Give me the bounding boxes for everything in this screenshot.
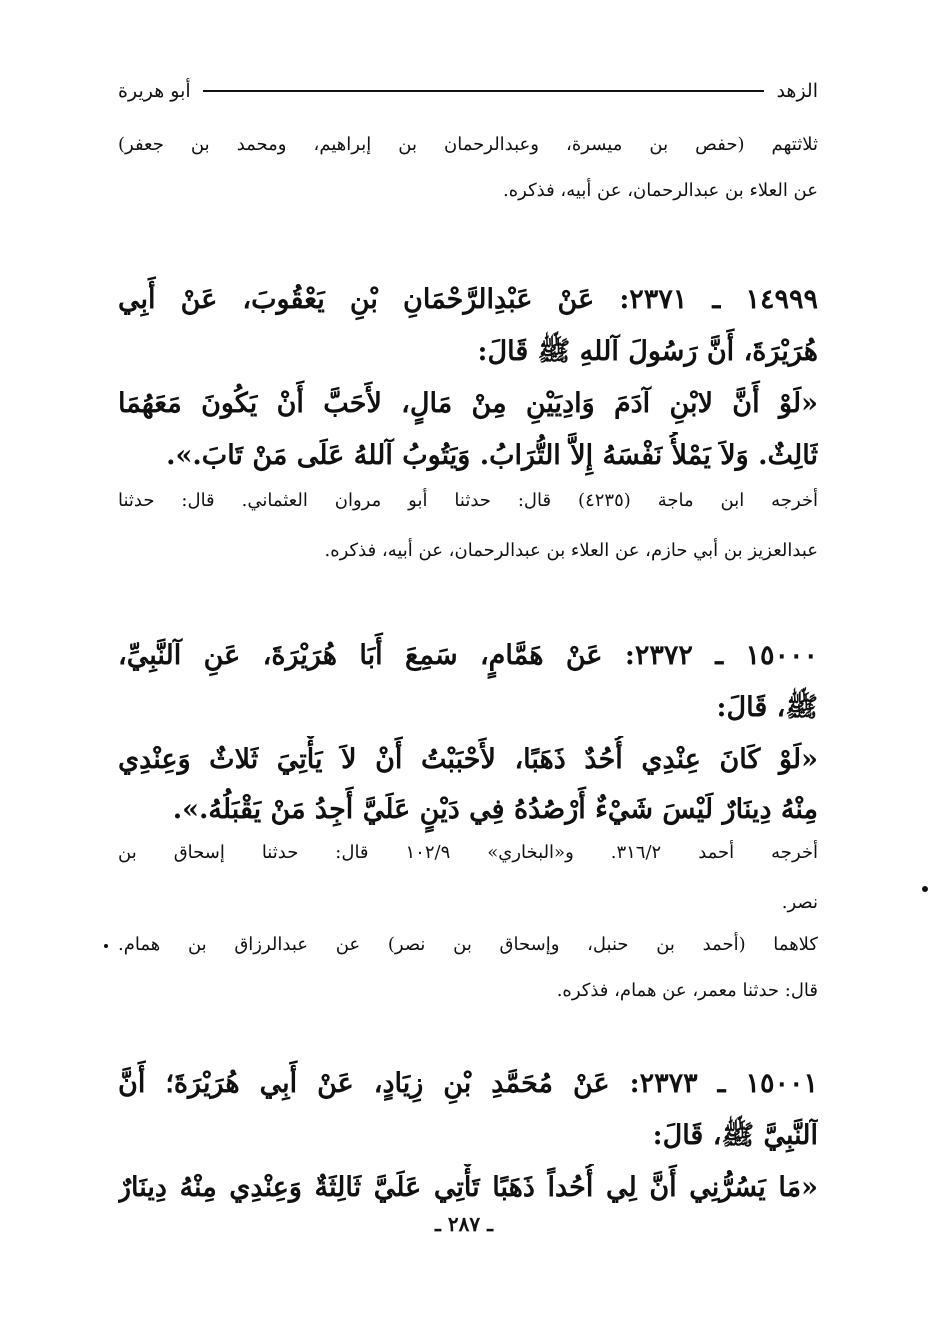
hadith-line: «لَوْ أَنَّ لابْنِ آدَمَ وَادِيَيْنِ مِنْ مَالٍ، لأَحَبَّ أَنْ يَكُونَ مَعَهُمَا bbox=[118, 388, 818, 419]
source-note-line: أخرجه ابن ماجة (٤٢٣٥) قال: حدثنا أبو مروان العثماني. قال: حدثنا bbox=[118, 490, 818, 511]
header-rule bbox=[203, 90, 765, 92]
hadith-line: ثَالِثٌ. وَلاَ يَمْلأُ نَفْسَهُ إِلاَّ التُّرَابُ. وَيَتُوبُ آللهُ عَلَى مَنْ تَابَ.». bbox=[166, 440, 818, 471]
hadith-line: ﷺ، قَالَ: bbox=[716, 692, 818, 723]
page-number: ـ ٢٨٧ ـ bbox=[435, 1212, 493, 1236]
hadith-line: ١٥٠٠٠ ـ ٢٣٧٢: عَنْ هَمَّامٍ، سَمِعَ أَبَا هُرَيْرَةَ، عَنِ آلنَّبِيِّ، bbox=[118, 640, 818, 671]
hadith-line: «مَا يَسُرُّنِي أَنَّ لِي أُحُداً ذَهَبًا تَأْتِي عَلَيَّ ثَالِثَةٌ وَعِنْدِي مِنْهُ دِينَارٌ bbox=[118, 1172, 818, 1203]
margin-dot bbox=[104, 944, 108, 948]
hadith-line: ١٥٠٠١ ـ ٢٣٧٣: عَنْ مُحَمَّدِ بْنِ زِيَادٍ، عَنْ أَبِي هُرَيْرَةَ؛ أَنَّ bbox=[118, 1068, 818, 1099]
source-note-line: عبدالعزيز بن أبي حازم، عن العلاء بن عبدالرحمان، عن أبيه، فذكره. bbox=[324, 540, 818, 561]
hadith-line: مِنْهُ دِينَارٌ لَيْسَ شَيْءٌ أَرْصُدُهُ فِي دَيْنٍ عَلَيَّ أَجِدُ مَنْ يَقْبَلُهُ.». bbox=[172, 794, 818, 825]
hadith-line: «لَوْ كَانَ عِنْدِي أُحُدٌ ذَهَبًا، لأَحْبَبْتُ أَنْ لاَ يَأْتِيَ ثَلاثٌ وَعِنْدِي bbox=[118, 744, 818, 775]
source-note-line: نصر. bbox=[781, 892, 818, 913]
source-note-line: قال: حدثنا معمر، عن همام، فذكره. bbox=[556, 980, 818, 1001]
source-note-line: كلاهما (أحمد بن حنبل، وإسحاق بن نصر) عن عبدالرزاق بن همام. bbox=[118, 934, 818, 955]
source-note-line: أخرجه أحمد ٣١٦/٢. و«البخاري» ١٠٢/٩ قال: حدثنا إسحاق بن bbox=[118, 842, 818, 863]
hadith-line: ١٤٩٩٩ ـ ٢٣٧١: عَنْ عَبْدِالرَّحْمَانِ بْنِ يَعْقُوبَ، عَنْ أَبِي bbox=[118, 284, 818, 315]
chapter-title: أبو هريرة bbox=[118, 80, 191, 102]
hadith-line: هُرَيْرَةَ، أَنَّ رَسُولَ آللهِ ﷺ قَالَ: bbox=[477, 336, 818, 367]
margin-dot bbox=[922, 886, 928, 892]
hadith-line: آلنَّبِيَّ ﷺ، قَالَ: bbox=[652, 1120, 818, 1151]
source-note-line: ثلاثتهم (حفص بن ميسرة، وعبدالرحمان بن إبراهيم، ومحمد بن جعفر) bbox=[118, 134, 818, 155]
running-head bbox=[118, 74, 818, 108]
book-title: الزهد bbox=[776, 80, 818, 102]
source-note-line: عن العلاء بن عبدالرحمان، عن أبيه، فذكره. bbox=[503, 180, 818, 201]
